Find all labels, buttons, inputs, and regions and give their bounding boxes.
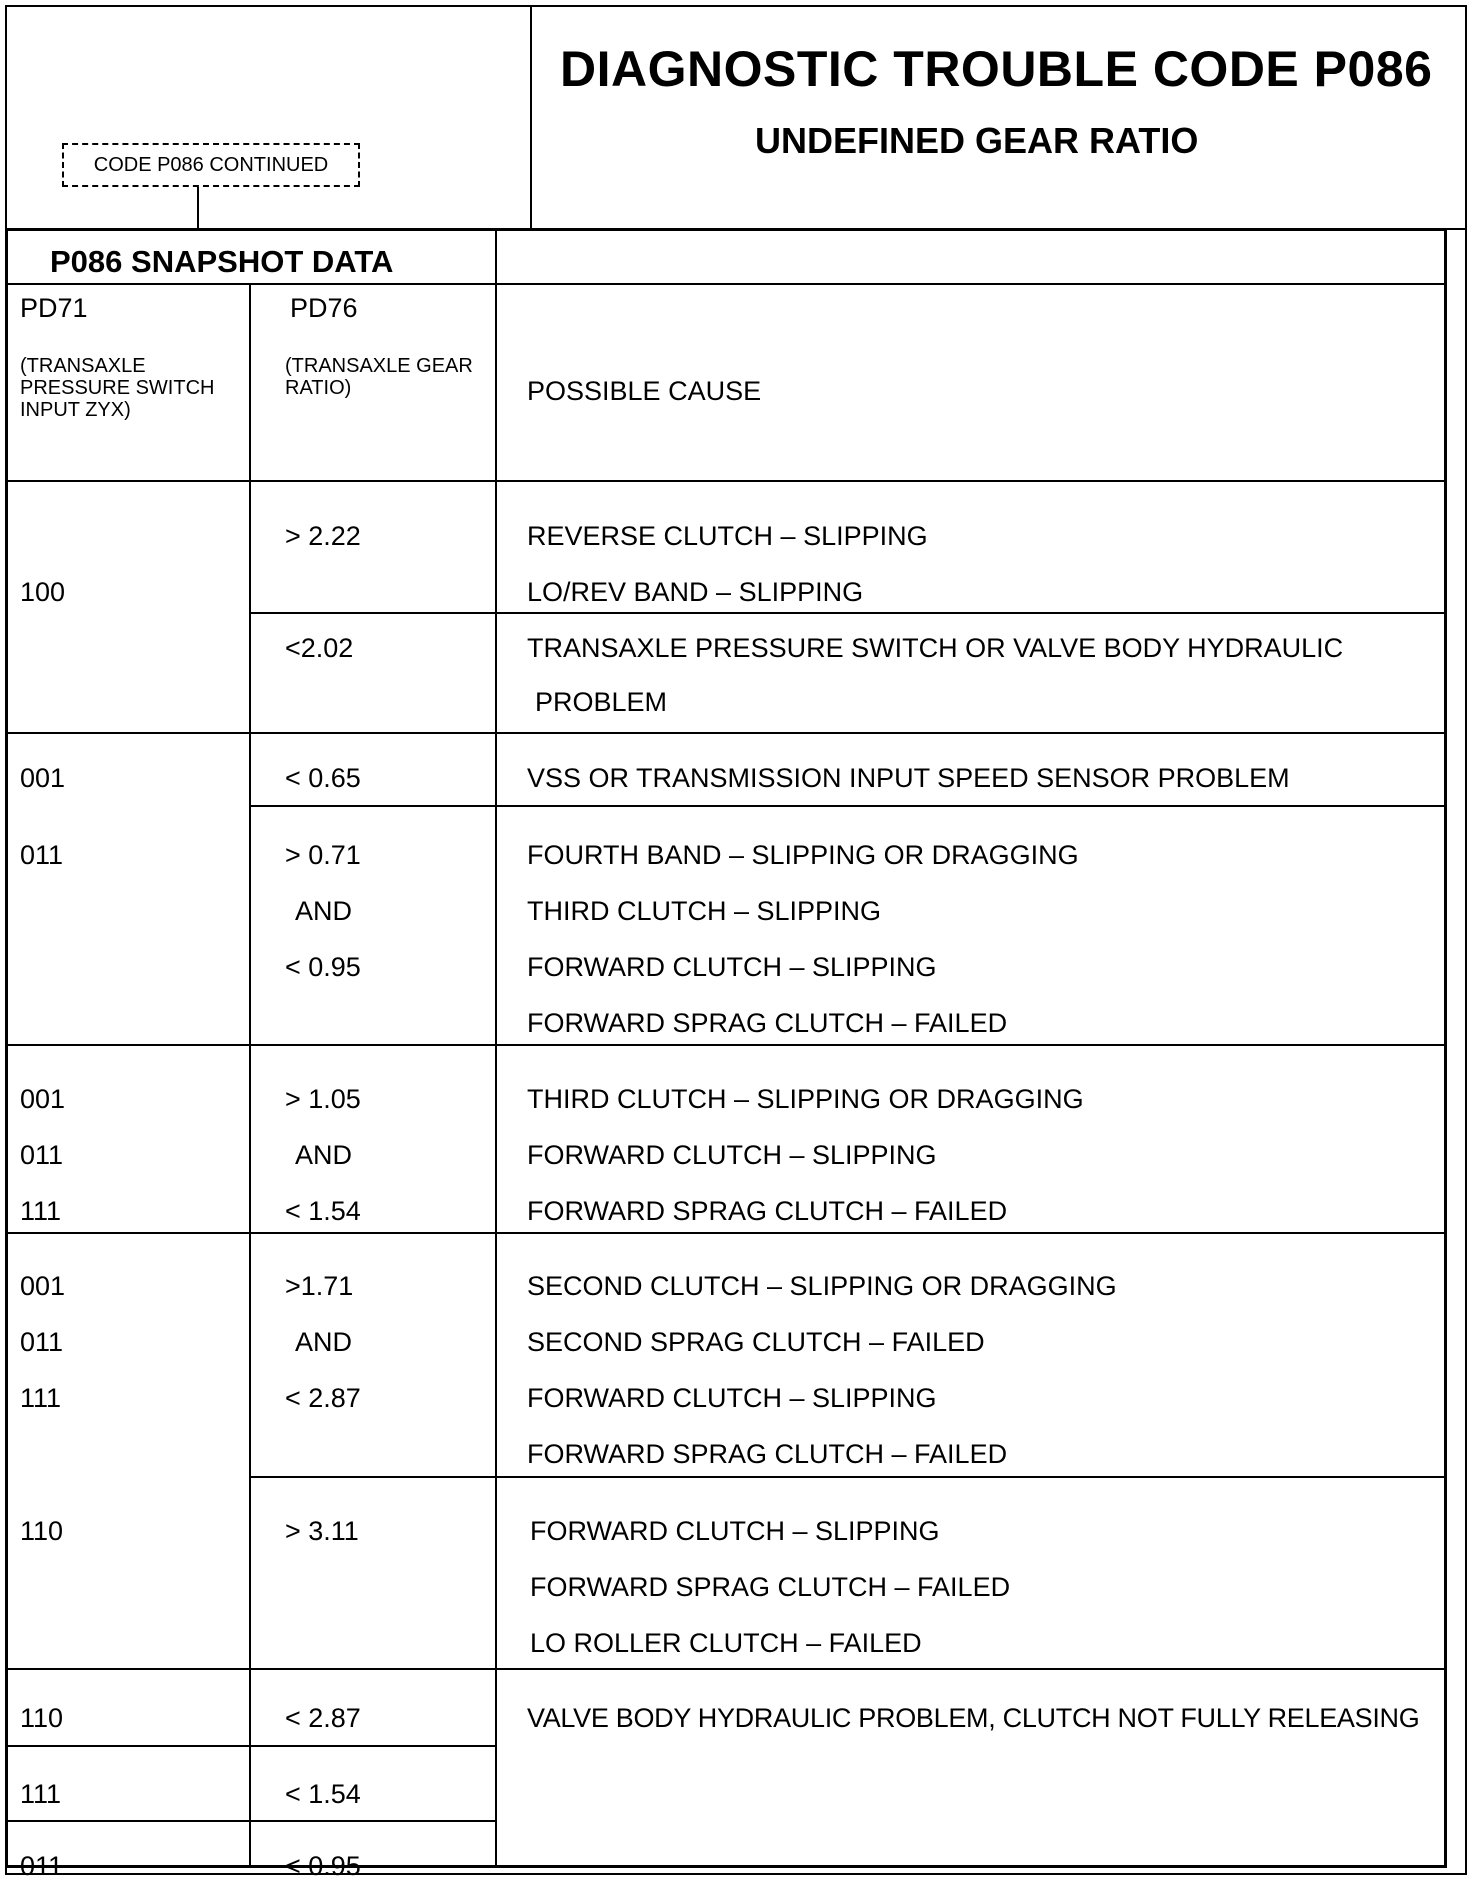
g4-ratio-3: < 1.54 (285, 1196, 361, 1226)
g7-ratio-2: < 1.54 (285, 1779, 361, 1809)
g1a-cause-2: LO/REV BAND – SLIPPING (527, 577, 864, 607)
g2-cause: VSS OR TRANSMISSION INPUT SPEED SENSOR PROBLEM (527, 763, 1290, 793)
snapshot-table (5, 228, 1447, 1868)
row-line-g7-2 (5, 1820, 495, 1822)
g4-cause-2: FORWARD CLUTCH – SLIPPING (527, 1140, 937, 1170)
g3-cause-1: FOURTH BAND – SLIPPING OR DRAGGING (527, 840, 1079, 870)
row-line-g1-end (5, 732, 1445, 734)
row-line-g7-1 (5, 1745, 495, 1747)
row-line-g5-end (249, 1476, 1445, 1478)
pd71-desc-3: INPUT ZYX) (20, 399, 131, 421)
g7-ratio-1: < 2.87 (285, 1703, 361, 1733)
pd71-desc-2: PRESSURE SWITCH (20, 377, 215, 399)
continued-label: CODE P086 CONTINUED (62, 143, 360, 187)
g4-cause-3: FORWARD SPRAG CLUTCH – FAILED (527, 1196, 1008, 1226)
g5-pd71-3: 111 (20, 1383, 62, 1413)
pd71-desc-1: (TRANSAXLE (20, 355, 146, 377)
g7-pd71-3: 011 (20, 1851, 64, 1881)
continued-connector (197, 187, 199, 229)
page-title: DIAGNOSTIC TROUBLE CODE P086 (560, 41, 1433, 97)
g1b-cause-2: PROBLEM (535, 687, 668, 717)
row-line-g2-end (249, 805, 1445, 807)
col-divider-2 (495, 230, 497, 1868)
g1b-cause-1: TRANSAXLE PRESSURE SWITCH OR VALVE BODY HYDRAULIC (527, 633, 1344, 663)
possible-cause-header: POSSIBLE CAUSE (527, 376, 762, 406)
g1a-ratio: > 2.22 (285, 521, 361, 551)
pd76-desc-1: (TRANSAXLE GEAR (285, 355, 473, 377)
g6-ratio: > 3.11 (285, 1516, 359, 1546)
g6-cause-2: FORWARD SPRAG CLUTCH – FAILED (530, 1572, 1011, 1602)
row-line-header (5, 480, 1445, 482)
col-divider-1 (249, 283, 251, 1868)
g1a-cause-1: REVERSE CLUTCH – SLIPPING (527, 521, 928, 551)
g1-pd71: 100 (20, 577, 66, 607)
g5-cause-2: SECOND SPRAG CLUTCH – FAILED (527, 1327, 985, 1357)
g5-ratio-2: AND (295, 1327, 353, 1357)
g7-ratio-3: < 0.95 (285, 1851, 361, 1881)
g5-pd71-1: 001 (20, 1271, 66, 1301)
g3-cause-2: THIRD CLUTCH – SLIPPING (527, 896, 882, 926)
section-title: P086 SNAPSHOT DATA (50, 244, 394, 279)
row-line-title (5, 283, 1445, 285)
g4-ratio-2: AND (295, 1140, 353, 1170)
g4-cause-1: THIRD CLUTCH – SLIPPING OR DRAGGING (527, 1084, 1084, 1114)
g7-pd71-2: 111 (20, 1779, 62, 1809)
g4-pd71-2: 011 (20, 1140, 64, 1170)
g2-pd71: 001 (20, 763, 66, 793)
g5-pd71-2: 011 (20, 1327, 64, 1357)
g3-cause-4: FORWARD SPRAG CLUTCH – FAILED (527, 1008, 1008, 1038)
g6-cause-1: FORWARD CLUTCH – SLIPPING (530, 1516, 940, 1546)
g2-ratio: < 0.65 (285, 763, 361, 793)
row-line-g6-end (5, 1668, 1445, 1670)
g3-pd71: 011 (20, 840, 64, 870)
header-divider (530, 5, 532, 230)
g4-ratio-1: > 1.05 (285, 1084, 361, 1114)
pd76-desc-2: RATIO) (285, 377, 352, 399)
g7-pd71-1: 110 (20, 1703, 64, 1733)
g7-cause: VALVE BODY HYDRAULIC PROBLEM, CLUTCH NOT FULLY RELEASING (527, 1703, 1420, 1733)
g3-cause-3: FORWARD CLUTCH – SLIPPING (527, 952, 937, 982)
g5-cause-4: FORWARD SPRAG CLUTCH – FAILED (527, 1439, 1008, 1469)
g3-ratio-3: < 0.95 (285, 952, 361, 982)
page-subtitle: UNDEFINED GEAR RATIO (755, 120, 1199, 161)
row-line-g1-mid (249, 612, 1445, 614)
row-line-g3-end (5, 1044, 1445, 1046)
g5-cause-1: SECOND CLUTCH – SLIPPING OR DRAGGING (527, 1271, 1117, 1301)
g4-pd71-1: 001 (20, 1084, 66, 1114)
g6-pd71: 110 (20, 1516, 64, 1546)
g3-ratio-2: AND (295, 896, 353, 926)
g5-ratio-3: < 2.87 (285, 1383, 361, 1413)
g3-ratio-1: > 0.71 (285, 840, 361, 870)
g5-ratio-1: >1.71 (285, 1271, 354, 1301)
g4-pd71-3: 111 (20, 1196, 62, 1226)
g6-cause-3: LO ROLLER CLUTCH – FAILED (530, 1628, 922, 1658)
row-line-g4-end (5, 1232, 1445, 1234)
g5-cause-3: FORWARD CLUTCH – SLIPPING (527, 1383, 937, 1413)
g1b-ratio: <2.02 (285, 633, 354, 663)
pd71-header: PD71 (20, 293, 88, 323)
pd76-header: PD76 (290, 293, 358, 323)
